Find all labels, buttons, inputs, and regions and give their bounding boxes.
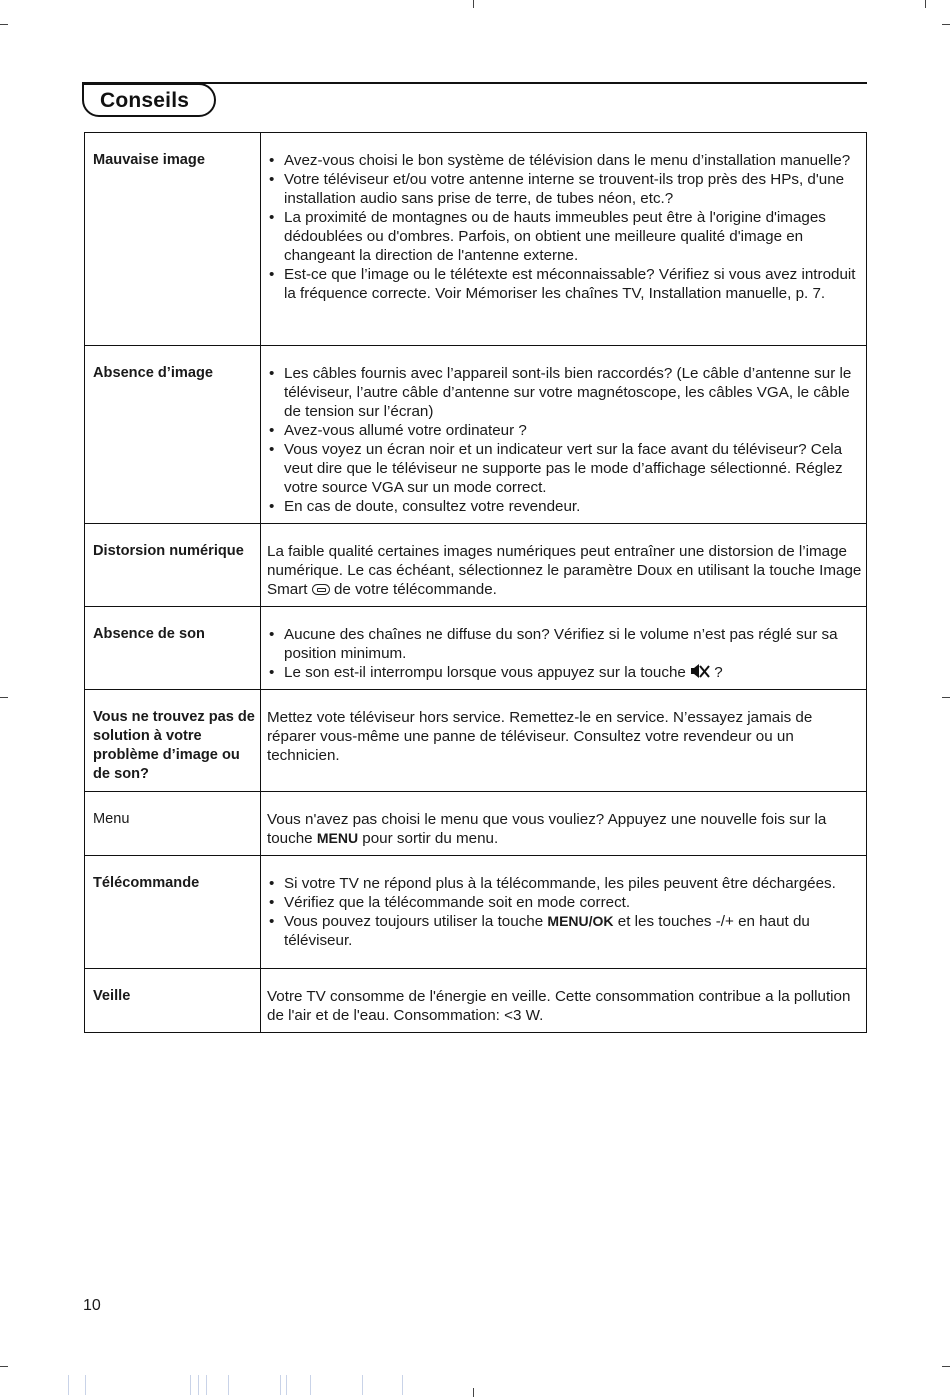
row-text: de votre télécommande. bbox=[329, 581, 497, 598]
registration-tick bbox=[206, 1375, 207, 1395]
crop-mark-top-right bbox=[942, 24, 950, 25]
table-row bbox=[85, 969, 867, 1033]
crop-mark-mid-left bbox=[0, 697, 8, 698]
row-text: pour sortir du menu. bbox=[358, 830, 499, 847]
table-row bbox=[85, 133, 867, 346]
troubleshooting-table bbox=[84, 132, 867, 1033]
row-content bbox=[261, 346, 867, 524]
list-item: • En cas de doute, consultez votre revendeur. bbox=[267, 497, 862, 516]
row-content: Votre TV consomme de l'énergie en veille. Cette consommation contribue a la pollution de l'air et de l'eau. Consommation: <3 W. bbox=[261, 969, 867, 1033]
row-label: Absence d’image bbox=[85, 346, 261, 524]
table-row bbox=[85, 607, 867, 690]
crop-mark-bottom-left bbox=[0, 1366, 8, 1367]
list-item: • Avez-vous allumé votre ordinateur ? bbox=[267, 421, 862, 440]
table-row bbox=[85, 524, 867, 607]
crop-mark-top-left bbox=[0, 24, 8, 25]
page-number: 10 bbox=[83, 1297, 101, 1314]
registration-tick bbox=[190, 1375, 191, 1395]
list-item-text: Le son est-il interrompu lorsque vous appuyez sur la touche bbox=[284, 664, 691, 681]
registration-tick bbox=[85, 1375, 86, 1395]
row-text: La faible qualité certaines images numériques peut entraîner une distorsion de l’image numérique. Le cas échéant, sélectionnez le paramètre Doux en utilisant la touche Image Smart bbox=[267, 543, 862, 598]
registration-tick bbox=[228, 1375, 229, 1395]
crop-mark-top-center bbox=[473, 0, 474, 8]
row-label: Veille bbox=[85, 969, 261, 1033]
list-item: • Est-ce que l’image ou le télétexte est méconnaissable? Vérifiez si vous avez introduit la fréquence correcte. Voir Mémoriser les chaînes TV, Installation manuelle, p. 7. bbox=[267, 265, 862, 303]
image-smart-button-icon bbox=[312, 584, 330, 595]
bullet-list bbox=[267, 625, 862, 682]
list-item-text: et les touches -/+ en haut du téléviseur. bbox=[284, 913, 810, 949]
page-title: Conseils bbox=[100, 89, 190, 112]
row-label: Absence de son bbox=[85, 607, 261, 690]
list-item-text: Vous pouvez toujours utiliser la touche bbox=[284, 913, 548, 930]
row-content: Mettez vote téléviseur hors service. Remettez-le en service. N’essayez jamais de réparer vous-même une panne de téléviseur. Consultez votre revendeur ou un technicien. bbox=[261, 690, 867, 792]
crop-mark-mid-right bbox=[942, 697, 950, 698]
bullet-list bbox=[267, 364, 862, 516]
list-item bbox=[267, 912, 862, 950]
bullet-list bbox=[267, 874, 862, 950]
registration-tick bbox=[286, 1375, 287, 1395]
row-content bbox=[261, 792, 867, 856]
row-label: Menu bbox=[85, 792, 261, 856]
list-item bbox=[267, 663, 862, 682]
crop-mark-bottom-center bbox=[473, 1388, 474, 1397]
list-item-text: ? bbox=[710, 664, 723, 681]
menu-ok-key-label: MENU/OK bbox=[547, 913, 614, 929]
crop-mark-top-right-v bbox=[925, 0, 926, 8]
row-content bbox=[261, 524, 867, 607]
registration-tick bbox=[402, 1375, 403, 1395]
list-item: • Les câbles fournis avec l’appareil sont-ils bien raccordés? (Le câble d’antenne sur le téléviseur, l’autre câble d’antenne sur votre magnétoscope, les câbles VGA, le câble de tension sur l’écran) bbox=[267, 364, 862, 421]
table-row bbox=[85, 346, 867, 524]
table-row bbox=[85, 856, 867, 969]
registration-tick bbox=[280, 1375, 281, 1395]
list-item: • Votre téléviseur et/ou votre antenne interne se trouvent-ils trop près des HPs, d'une installation audio sans prise de terre, de tubes néon, etc.? bbox=[267, 170, 862, 208]
row-content bbox=[261, 607, 867, 690]
row-label: Distorsion numérique bbox=[85, 524, 261, 607]
row-label: Mauvaise image bbox=[85, 133, 261, 346]
registration-tick bbox=[68, 1375, 69, 1395]
row-content bbox=[261, 133, 867, 346]
menu-key-label: MENU bbox=[316, 830, 359, 846]
mute-icon bbox=[690, 663, 710, 679]
crop-mark-bottom-right bbox=[942, 1366, 950, 1367]
list-item: • Avez-vous choisi le bon système de télévision dans le menu d’installation manuelle? bbox=[267, 151, 862, 170]
row-text: Vous n'avez pas choisi le menu que vous vouliez? Appuyez une nouvelle fois sur la touche bbox=[267, 811, 827, 847]
bullet-list bbox=[267, 151, 862, 303]
table-row bbox=[85, 792, 867, 856]
registration-tick bbox=[198, 1375, 199, 1395]
print-registration-marks bbox=[60, 1375, 410, 1395]
list-item: • Aucune des chaînes ne diffuse du son? Vérifiez si le volume n’est pas réglé sur sa position minimum. bbox=[267, 625, 862, 663]
registration-tick bbox=[310, 1375, 311, 1395]
row-label: Télécommande bbox=[85, 856, 261, 969]
section-title-box bbox=[82, 83, 216, 117]
row-label: Vous ne trouvez pas de solution à votre problème d’image ou de son? bbox=[85, 690, 261, 792]
row-content bbox=[261, 856, 867, 969]
list-item: • Vérifiez que la télécommande soit en mode correct. bbox=[267, 893, 862, 912]
list-item: • Vous voyez un écran noir et un indicateur vert sur la face avant du téléviseur? Cela veut dire que le téléviseur ne supporte pas le mode d’affichage sélectionné. Réglez votre source VGA sur un mode correct. bbox=[267, 440, 862, 497]
list-item: • Si votre TV ne répond plus à la télécommande, les piles peuvent être déchargées. bbox=[267, 874, 862, 893]
registration-tick bbox=[362, 1375, 363, 1395]
list-item: • La proximité de montagnes ou de hauts immeubles peut être à l'origine d'images dédoublées ou d'ombres. Parfois, on obtient une meilleure qualité d'image en changeant la direction de l'antenne externe. bbox=[267, 208, 862, 265]
table-row bbox=[85, 690, 867, 792]
